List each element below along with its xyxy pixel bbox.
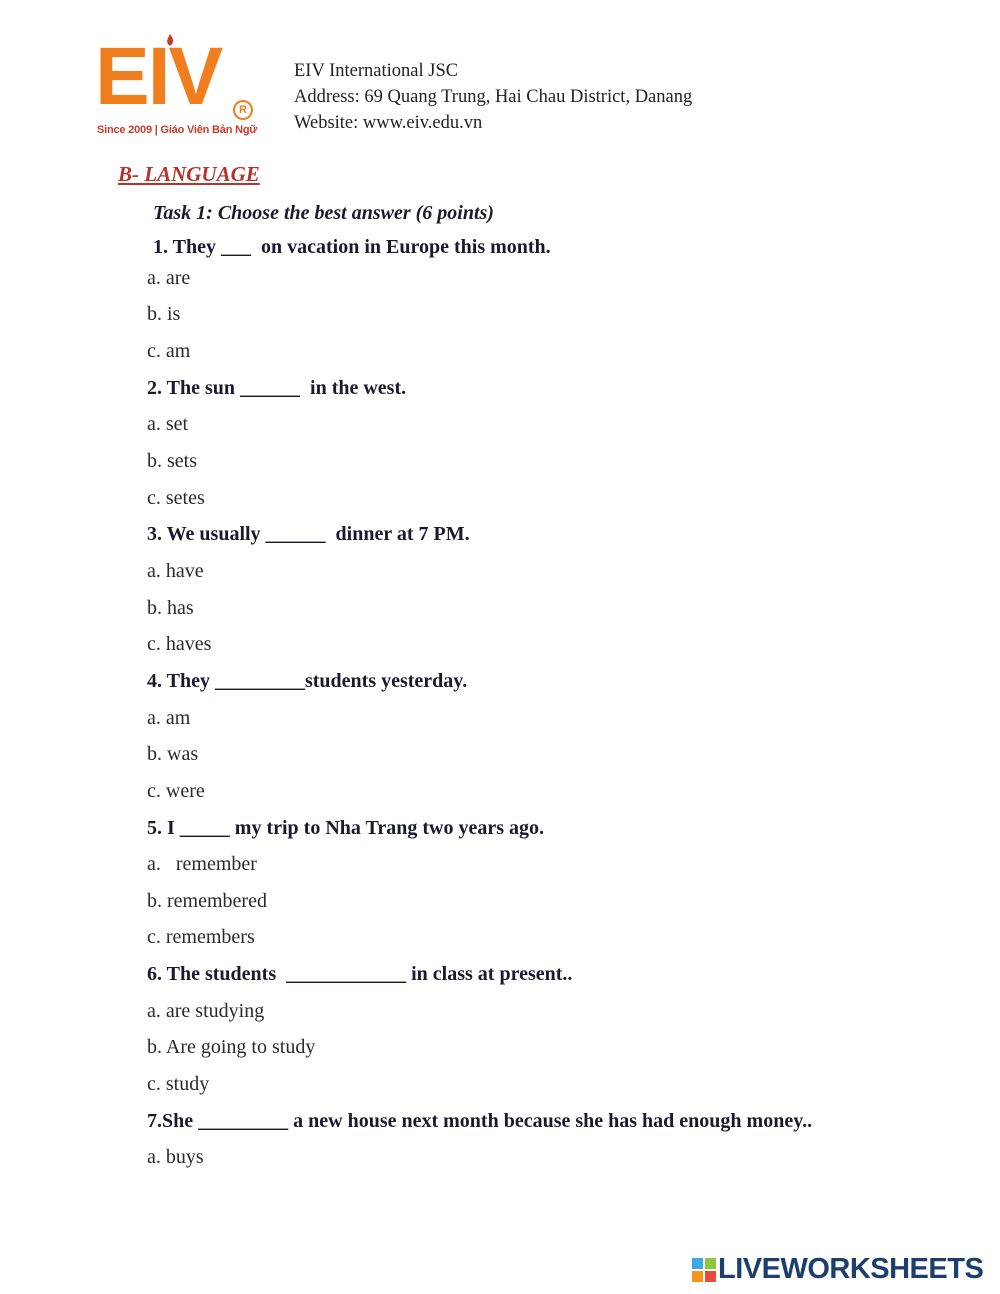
option-4a[interactable]: a. am xyxy=(147,707,191,729)
option-6b[interactable]: b. Are going to study xyxy=(147,1036,316,1058)
option-7a[interactable]: a. buys xyxy=(147,1146,204,1168)
option-5a[interactable]: a. remember xyxy=(147,853,257,875)
option-5c[interactable]: c. remembers xyxy=(147,926,255,948)
question-5: 5. I _____ my trip to Nha Trang two years ago. xyxy=(147,817,545,839)
option-3c[interactable]: c. haves xyxy=(147,633,212,655)
option-2a[interactable]: a. set xyxy=(147,413,189,435)
question-7: 7.She _________ a new house next month because she has had enough money.. xyxy=(147,1110,813,1132)
company-name: EIV International JSC xyxy=(294,61,459,81)
section-title: B- LANGUAGE xyxy=(118,162,260,186)
option-1c[interactable]: c. am xyxy=(147,340,191,362)
company-website: Website: www.eiv.edu.vn xyxy=(294,113,483,133)
option-1b[interactable]: b. is xyxy=(147,303,181,325)
registered-icon: R xyxy=(233,100,253,120)
question-6: 6. The students ____________ in class at present.. xyxy=(147,963,573,985)
task-title: Task 1: Choose the best answer (6 points) xyxy=(153,202,494,224)
option-4c[interactable]: c. were xyxy=(147,780,205,802)
question-3: 3. We usually ______ dinner at 7 PM. xyxy=(147,523,470,545)
company-info xyxy=(294,58,692,136)
question-2: 2. The sun ______ in the west. xyxy=(147,377,407,399)
eiv-logo xyxy=(95,32,260,140)
option-1a[interactable]: a. are xyxy=(147,267,191,289)
option-6c[interactable]: c. study xyxy=(147,1073,210,1095)
option-2b[interactable]: b. sets xyxy=(147,450,197,472)
question-1: 1. They ___ on vacation in Europe this month. xyxy=(153,236,551,258)
option-3a[interactable]: a. have xyxy=(147,560,204,582)
company-address: Address: 69 Quang Trung, Hai Chau District, Danang xyxy=(294,87,693,107)
option-2c[interactable]: c. setes xyxy=(147,487,205,509)
option-6a[interactable]: a. are studying xyxy=(147,1000,265,1022)
option-3b[interactable]: b. has xyxy=(147,597,194,619)
question-4: 4. They _________students yesterday. xyxy=(147,670,468,692)
option-5b[interactable]: b. remembered xyxy=(147,890,267,912)
logo-wordmark: EIV xyxy=(95,31,222,122)
liveworksheets-logo-icon xyxy=(692,1258,716,1282)
logo-tagline: Since 2009 | Giáo Viên Bản Ngữ xyxy=(97,124,258,136)
option-4b[interactable]: b. was xyxy=(147,743,199,765)
brand-text: LIVEWORKSHEETS xyxy=(718,1253,984,1285)
